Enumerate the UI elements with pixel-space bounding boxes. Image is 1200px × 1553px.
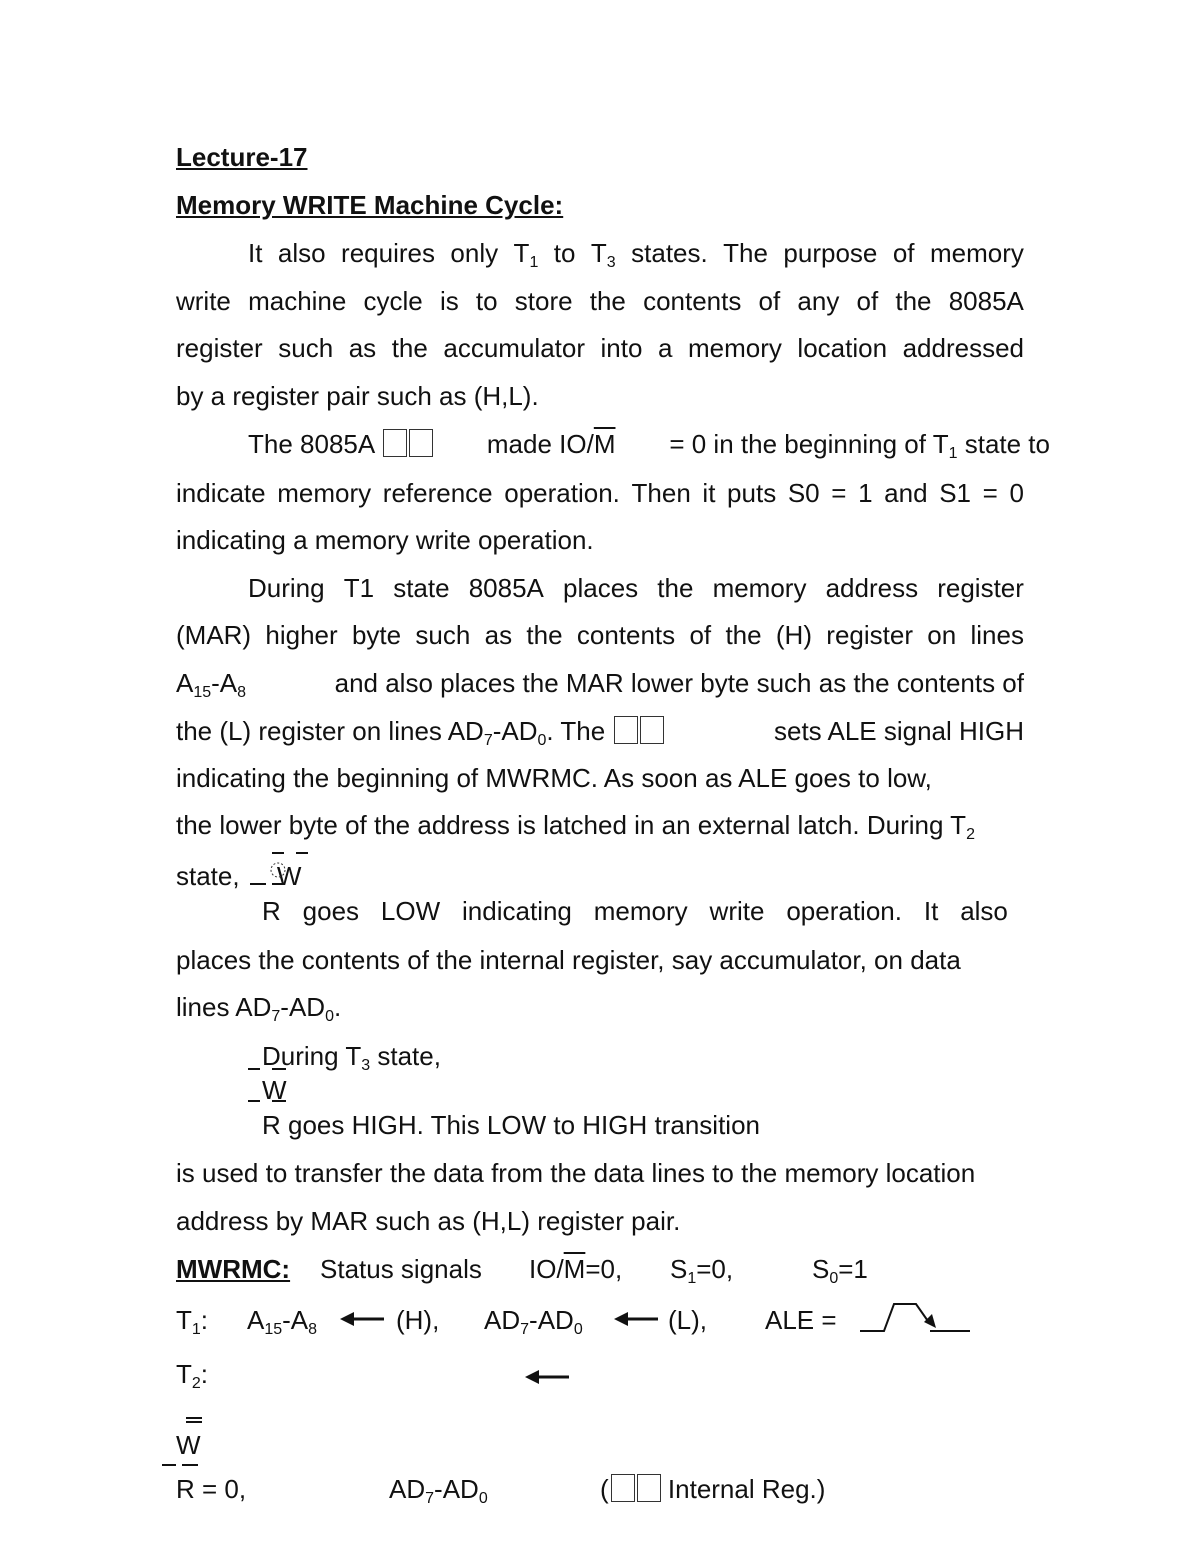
word: of	[758, 286, 781, 316]
word: It	[248, 238, 263, 268]
value: =1	[838, 1254, 868, 1284]
word: address	[825, 573, 919, 603]
word: the	[725, 620, 762, 650]
s1-signal	[670, 1254, 734, 1287]
subscript: 2	[966, 826, 975, 843]
subscript: 1	[191, 1321, 201, 1338]
p3-line-6	[176, 810, 975, 843]
word: memory	[593, 896, 688, 926]
m-overbar: $\overline{M}$	[563, 1254, 586, 1284]
word: 8085A	[948, 286, 1024, 316]
t-symbol: T	[590, 238, 607, 268]
io-m-signal	[529, 1254, 622, 1284]
mwrmc-label: MWRMC:	[176, 1254, 291, 1284]
p1-line-3	[176, 333, 1024, 363]
a15-a8-lines	[247, 1305, 318, 1338]
w-symbol: W	[176, 1430, 201, 1460]
subscript: 3	[606, 254, 616, 271]
p2-text-c	[669, 429, 1050, 462]
word: (MAR)	[176, 620, 252, 650]
p1-line-4: by a register pair such as (H,L).	[176, 381, 539, 411]
word: the	[391, 333, 428, 363]
word: as	[484, 620, 513, 650]
text: :	[200, 1305, 209, 1335]
word: 0	[1009, 478, 1024, 508]
address-lines-a15-a8	[176, 668, 247, 701]
word: memory	[277, 478, 372, 508]
word: any	[797, 286, 840, 316]
word: machine	[248, 286, 347, 316]
word: indicating	[462, 896, 572, 926]
status-signals-label: Status signals	[320, 1254, 482, 1284]
word: S1	[939, 478, 971, 508]
text: :	[200, 1359, 209, 1389]
word: register	[937, 573, 1024, 603]
subscript: 1	[948, 445, 958, 462]
subscript: 7	[271, 1008, 281, 1025]
p4-line-5: address by MAR such as (H,L) register pair.	[176, 1206, 681, 1236]
text: the lower byte of the address is latched in an external latch. During T	[176, 810, 967, 840]
word: into	[600, 333, 643, 363]
h-register: (H),	[396, 1305, 440, 1335]
m-overbar: $\overline{M}$	[593, 429, 616, 459]
word: register	[176, 333, 263, 363]
word: places	[563, 573, 639, 603]
text: IO/	[529, 1254, 564, 1284]
text: T	[176, 1305, 192, 1335]
subscript: 1	[687, 1270, 697, 1287]
word: such	[278, 333, 334, 363]
p2-line-2	[176, 478, 1024, 508]
rd-wr-equals: R = 0,	[176, 1474, 247, 1504]
ale-label: ALE =	[765, 1305, 837, 1335]
section-title: Memory WRITE Machine Cycle:	[176, 190, 564, 220]
word: =	[982, 478, 998, 508]
word: as	[348, 333, 377, 363]
lecture-heading: Lecture-17	[176, 142, 308, 172]
l-register: (L),	[668, 1305, 707, 1335]
word: is	[439, 286, 459, 316]
word: lines	[970, 620, 1024, 650]
word: puts	[727, 478, 777, 508]
word: Then	[631, 478, 691, 508]
subscript: 15	[264, 1321, 283, 1338]
word: the	[589, 286, 626, 316]
text: During T	[262, 1041, 362, 1071]
left-arrow-icon	[612, 1309, 660, 1329]
word: 8085A	[468, 573, 544, 603]
word: requires	[341, 238, 435, 268]
word: of	[892, 238, 915, 268]
p3-line-3	[176, 668, 1024, 701]
word: also	[960, 896, 1008, 926]
p3-line-2	[176, 620, 1024, 650]
text: and also places the MAR lower byte such as the contents of	[334, 668, 1024, 698]
word: and	[884, 478, 928, 508]
missing-glyph-icon	[409, 429, 433, 457]
p4-line-3: R goes HIGH. This LOW to HIGH transition	[262, 1110, 760, 1140]
p3-line-5: indicating the beginning of MWRMC. As soon as ALE goes to low,	[176, 763, 932, 793]
word: byte	[351, 620, 402, 650]
t-symbol: T	[513, 238, 530, 268]
word: states.	[631, 238, 708, 268]
p3-line-1	[248, 573, 1024, 603]
p1-line-2	[176, 286, 1024, 316]
text: lines AD	[176, 992, 272, 1022]
subscript: 7	[520, 1321, 530, 1338]
p3-line-4	[176, 716, 1024, 749]
word: cycle	[363, 286, 423, 316]
word: of	[689, 620, 712, 650]
word: It	[923, 896, 939, 926]
word: the	[657, 573, 694, 603]
subscript: 8	[237, 684, 247, 701]
word: indicate	[176, 478, 266, 508]
word: accumulator	[443, 333, 585, 363]
wr-overbar-marks	[246, 848, 316, 888]
missing-glyph-icon	[640, 716, 664, 744]
word: 1	[858, 478, 873, 508]
word: During	[248, 573, 325, 603]
s0-signal	[812, 1254, 868, 1287]
word: T1	[343, 573, 375, 603]
left-arrow-icon	[523, 1367, 571, 1387]
word: operation.	[504, 478, 620, 508]
text: -AD	[529, 1305, 574, 1335]
text: .	[333, 992, 342, 1022]
text: -A	[282, 1305, 309, 1335]
text: -AD	[280, 992, 326, 1022]
subscript: 0	[325, 1008, 334, 1025]
left-arrow-icon	[338, 1309, 386, 1329]
word: state	[393, 573, 450, 603]
p3-line-9: places the contents of the internal register, say accumulator, on data	[176, 945, 961, 975]
word: a	[657, 333, 673, 363]
value: =0,	[696, 1254, 734, 1284]
word: to	[553, 238, 576, 268]
word: higher	[265, 620, 338, 650]
subscript: 2	[191, 1375, 201, 1392]
text: = 0 in the beginning of T	[669, 429, 949, 459]
word: write	[709, 896, 765, 926]
subscript: 0	[478, 1490, 488, 1507]
subscript: 7	[483, 732, 493, 749]
word: contents	[643, 286, 742, 316]
internal-reg	[600, 1474, 825, 1504]
word: S0	[787, 478, 820, 508]
word: it	[702, 478, 716, 508]
word: memory	[712, 573, 807, 603]
text: state,	[176, 861, 240, 891]
text: sets ALE signal HIGH	[774, 716, 1024, 746]
text: A	[247, 1305, 265, 1335]
ale-pulse-waveform-icon	[858, 1298, 974, 1338]
subscript: 0	[537, 732, 547, 749]
p1-line-1	[248, 238, 1024, 271]
word: memory	[687, 333, 782, 363]
word: store	[514, 286, 573, 316]
word: goes	[302, 896, 360, 926]
p4-line-2: W	[262, 1075, 287, 1105]
text: the (L) register on lines AD	[176, 716, 484, 746]
subscript: 8	[308, 1321, 318, 1338]
text: state to	[964, 429, 1050, 459]
text-group	[176, 716, 664, 749]
word: contents	[576, 620, 676, 650]
word	[590, 238, 616, 271]
word: operation.	[786, 896, 902, 926]
w-symbol: W	[276, 861, 302, 891]
word	[513, 238, 539, 271]
word: to	[475, 286, 498, 316]
p2-line-1	[248, 429, 1050, 462]
text: state,	[377, 1041, 441, 1071]
word: addressed	[902, 333, 1024, 363]
word: (H)	[775, 620, 812, 650]
text: T	[176, 1359, 192, 1389]
t2-label	[176, 1359, 209, 1392]
word: R	[262, 896, 281, 926]
p3-line-8	[262, 896, 1008, 926]
missing-glyph-icon	[611, 1474, 635, 1502]
text: AD	[484, 1305, 521, 1335]
word: such	[415, 620, 471, 650]
text: (	[600, 1474, 609, 1504]
ad7-ad0-lines	[484, 1305, 583, 1338]
word: purpose	[783, 238, 878, 268]
text: The 8085A	[248, 429, 374, 459]
p2-text-b	[487, 429, 616, 459]
text: AD	[389, 1474, 426, 1504]
text: S	[812, 1254, 830, 1284]
word: memory	[929, 238, 1024, 268]
subscript: 15	[193, 684, 212, 701]
word: reference	[382, 478, 493, 508]
word: the	[526, 620, 563, 650]
p2-line-3: indicating a memory write operation.	[176, 525, 594, 555]
missing-glyph-icon	[614, 716, 638, 744]
word: only	[450, 238, 499, 268]
text: -AD	[492, 716, 538, 746]
text: . The	[546, 716, 606, 746]
subscript: 0	[573, 1321, 583, 1338]
word: on	[927, 620, 957, 650]
word: the	[895, 286, 932, 316]
word: =	[831, 478, 847, 508]
text: S	[670, 1254, 688, 1284]
p4-line-4: is used to transfer the data from the data lines to the memory location	[176, 1158, 976, 1188]
text: -A	[211, 668, 238, 698]
text: -AD	[434, 1474, 479, 1504]
missing-glyph-icon	[383, 429, 407, 457]
word: The	[723, 238, 768, 268]
word: location	[797, 333, 888, 363]
text: Internal Reg.)	[667, 1474, 826, 1504]
text: made IO/	[486, 429, 594, 459]
text: A	[176, 668, 194, 698]
p3-line-10	[176, 992, 342, 1025]
value: =0,	[585, 1254, 623, 1284]
subscript: 3	[361, 1057, 371, 1074]
word: register	[826, 620, 913, 650]
subscript: 7	[425, 1490, 435, 1507]
word: LOW	[380, 896, 441, 926]
missing-glyph-icon	[637, 1474, 661, 1502]
word: of	[856, 286, 879, 316]
p2-text-a	[248, 429, 433, 459]
ad7-ad0-lines-t2	[389, 1474, 488, 1507]
t1-label	[176, 1305, 209, 1338]
subscript: 0	[829, 1270, 839, 1287]
word: write	[176, 286, 231, 316]
subscript: 1	[529, 254, 539, 271]
wr-underline-marks	[246, 1066, 296, 1106]
word: also	[277, 238, 326, 268]
